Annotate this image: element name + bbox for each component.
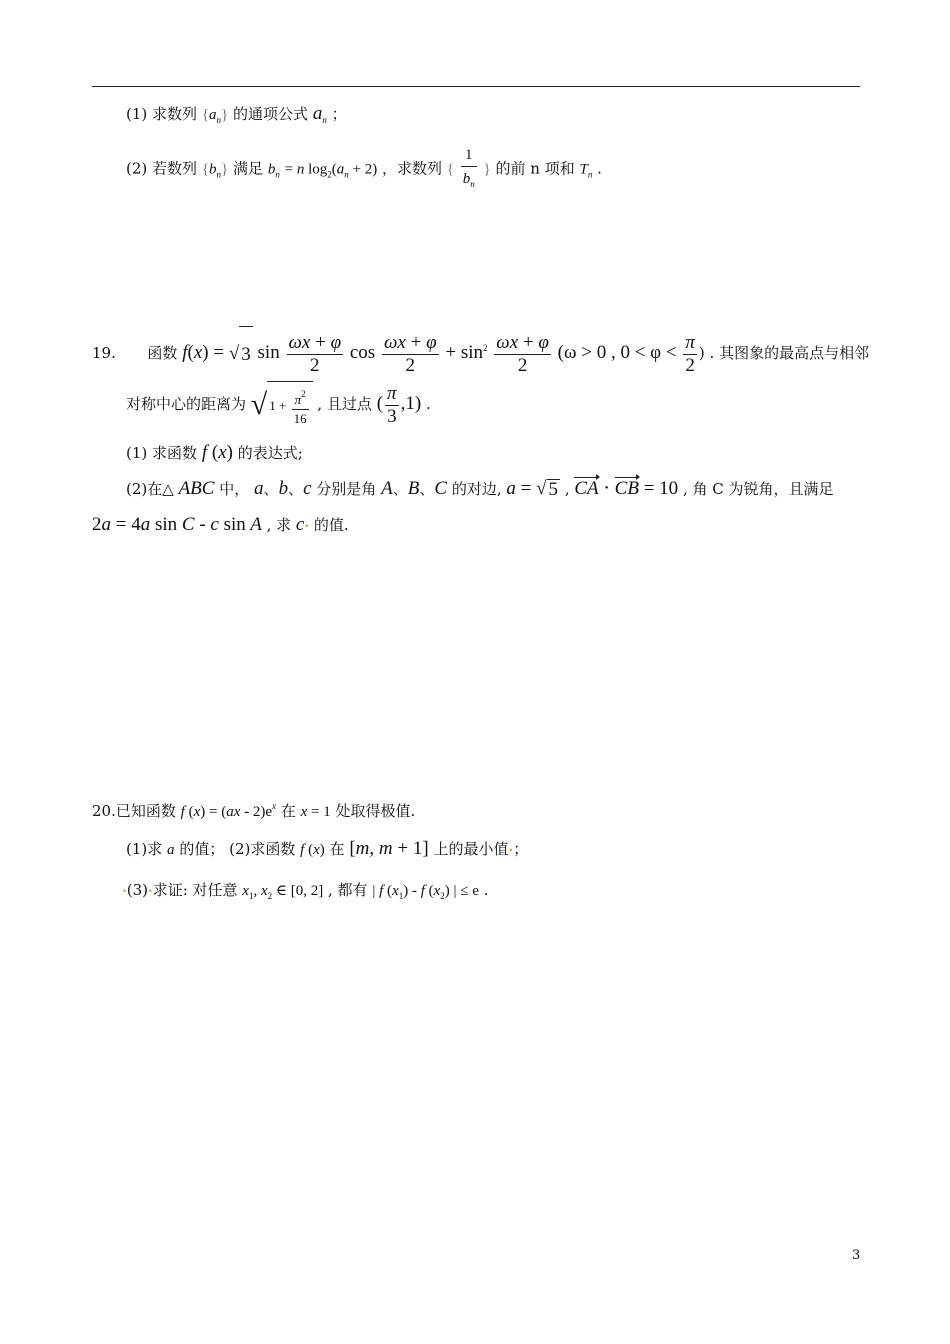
q19-number: 19. bbox=[92, 344, 116, 362]
page-number: 3 bbox=[852, 1248, 861, 1263]
q18-part2: (2) 若数列 $\{b_n\}$ 满足 $b_n = n$ $\log_2(a_n + 2)$ ，求数列 { $\frac{1}{b_n}$ } 的前 n 项和 $T_n$ . bbox=[126, 144, 602, 197]
q19-statement-line2: 对称中心的距离为 √ 1 + $\frac{\pi^2}{16}$ , 且过点 ( $\frac{\pi}{3}$ ,1) . bbox=[126, 380, 431, 430]
fraction-1-over-bn: $\frac{1}{b_n}$ bbox=[461, 144, 477, 195]
q18-part1: (1) 求数列 $\{a_n\}$ 的通项公式 $a_n$ ； bbox=[126, 103, 347, 125]
q20-part3: •(3)•求证: 对任意 $x_1$, $x_2$ ∈ [0, 2] , 都有 | f $(x_1)$ - f $(x_2)$ | ≤ e . bbox=[122, 881, 489, 901]
header-rule bbox=[92, 86, 860, 87]
q19-part2: (2)在△ ABC 中， a、b、c 分别是角 A、B、C 的对边, a = √ 5 , CA ⋅ CB = 10 , 角 C 为锐角，且满足 bbox=[126, 478, 834, 500]
q20-part1-2: (1)求 a 的值； (2)求函数 f (x) 在 [m, m + 1] 上的最小值•； bbox=[126, 838, 529, 859]
q20-number: 20. bbox=[92, 802, 116, 820]
q19-part2-condition: 2a = 4a sin C - c sin A , 求 c• 的值. bbox=[92, 514, 349, 535]
q20-statement: 20.已知函数 f $(x) = (ax - 2)e^x$ 在 x = 1 处取得极值. bbox=[92, 801, 416, 820]
q19-statement: 19. 函数 f(x) = √ 3 sin $\frac{\omega x + \varphi}{2}$ cos $\frac{\omega x + \varphi}{2}$ + $\sin^2$ $\frac{\omega x + \varphi}{2}$ (ω > 0 , 0 < φ < $\frac{\pi}{2}$ ) . 其图象的最高点与相邻 bbox=[92, 320, 869, 383]
q19-part1: (1) 求函数 f (x) 的表达式; bbox=[126, 442, 303, 463]
